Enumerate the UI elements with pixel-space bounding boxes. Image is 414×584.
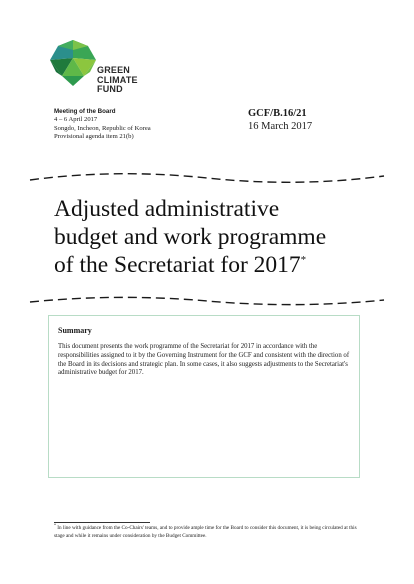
logo-line-3: FUND (97, 84, 123, 94)
logo-wordmark (97, 66, 138, 95)
meeting-agenda-item: Provisional agenda item 21(b) (54, 133, 134, 141)
meeting-info (54, 108, 151, 142)
meeting-location: Songdo, Incheon, Republic of Korea (54, 124, 151, 132)
summary-body: This document presents the work programme of the Secretariat for 2017 in accordance with the responsibilities assigned to it by the Governing Instrument for the GCF and consistent with the direction of the Board in its decisions and strategic plan. In some cases, it also suggests adjustments to the Secretariat's administrative budget for 2017. (58, 343, 350, 377)
summary-heading: Summary (58, 326, 92, 335)
footnote (54, 522, 366, 540)
meeting-title: Meeting of the Board (54, 108, 116, 115)
title-line-2: budget and work programme (54, 224, 327, 250)
globe-logo-icon (48, 38, 98, 88)
meeting-dates: 4 – 6 April 2017 (54, 116, 98, 124)
summary-box (48, 315, 360, 478)
gcf-logo (48, 38, 158, 102)
title-footnote-mark: * (300, 254, 307, 267)
title-line-3: of the Secretariat for 2017 (54, 252, 301, 278)
footnote-text: In line with guidance from the Co-Chairs' teams, and to provide ample time for the Board to consider this document, it is being circulated at this stage and while it remains under consideration by the Budget Committee. (54, 525, 357, 539)
footnote-rule (54, 522, 150, 523)
wave-divider-top (30, 170, 384, 186)
logo-line-1: GREEN (97, 65, 131, 75)
wave-divider-bottom (30, 293, 384, 309)
logo-line-2: CLIMATE (97, 74, 138, 85)
document-code: GCF/B.16/21 (248, 108, 307, 119)
document-title (54, 195, 374, 279)
document-reference (248, 108, 312, 133)
title-line-1: Adjusted administrative (54, 196, 280, 222)
document-date: 16 March 2017 (248, 121, 313, 132)
footnote-mark: * (54, 522, 56, 528)
